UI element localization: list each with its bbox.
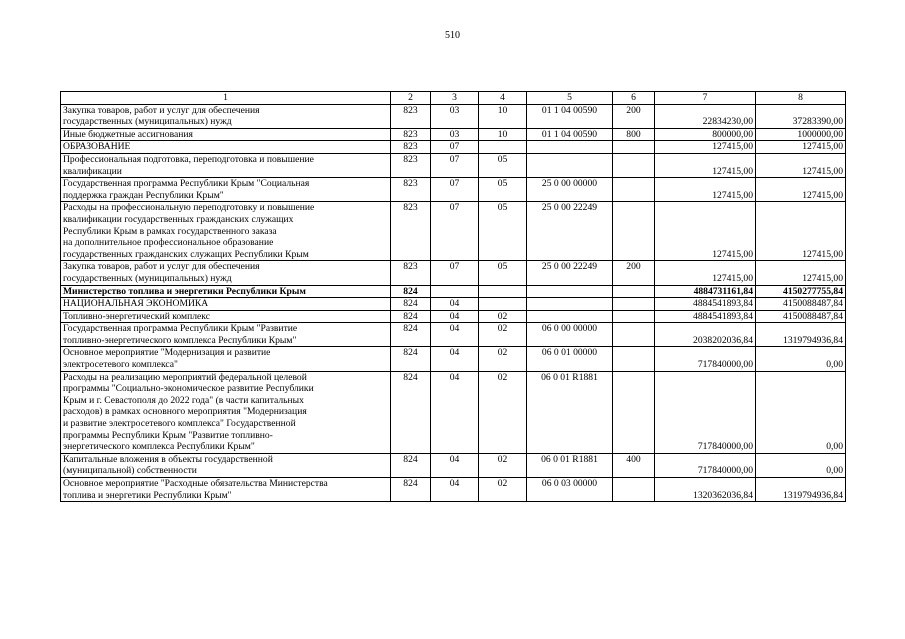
cell-item-name — [61, 323, 391, 347]
cell-amount-col7: 127415,00 — [655, 178, 756, 202]
item-name-line: Государственная программа Республики Крым "Социальная — [63, 178, 310, 190]
table-row — [61, 310, 846, 323]
cell-section — [431, 285, 479, 298]
header-cell: 7 — [655, 92, 756, 105]
cell-item-name — [61, 310, 391, 323]
cell-amount-col7: 717840000,00 — [655, 453, 756, 477]
item-name-line: электросетевого комплекса" — [63, 359, 178, 371]
header-cell: 1 — [61, 92, 391, 105]
cell-amount-col7: 127415,00 — [655, 202, 756, 261]
cell-item-name — [61, 261, 391, 285]
cell-ministry-code: 823 — [391, 261, 431, 285]
cell-expense-type — [613, 298, 655, 311]
cell-subsection — [479, 141, 527, 154]
table-row — [61, 347, 846, 371]
item-name-line: Закупка товаров, работ и услуг для обеспечения — [63, 104, 260, 116]
cell-target-article: 06 0 00 00000 — [527, 323, 613, 347]
table-row — [61, 128, 846, 141]
cell-item-name — [61, 285, 391, 298]
table-row — [61, 478, 846, 502]
cell-section: 04 — [431, 310, 479, 323]
cell-section: 07 — [431, 202, 479, 261]
cell-amount-col7: 4884541893,84 — [655, 298, 756, 311]
item-name-line: Государственная программа Республики Крым "Развитие — [63, 323, 298, 335]
header-cell: 3 — [431, 92, 479, 105]
item-name-line: Основное мероприятие "Модернизация и развитие — [63, 347, 271, 359]
cell-target-article: 06 0 01 00000 — [527, 347, 613, 371]
cell-section: 03 — [431, 104, 479, 128]
cell-amount-col8: 1000000,00 — [756, 128, 846, 141]
cell-expense-type — [613, 371, 655, 453]
table-row — [61, 285, 846, 298]
cell-amount-col7: 22834230,00 — [655, 104, 756, 128]
page-number: 510 — [445, 30, 460, 41]
table-row — [61, 453, 846, 477]
cell-target-article: 06 0 01 R1881 — [527, 371, 613, 453]
cell-amount-col8: 4150088487,84 — [756, 310, 846, 323]
cell-ministry-code: 823 — [391, 153, 431, 177]
cell-section: 04 — [431, 453, 479, 477]
cell-ministry-code: 824 — [391, 323, 431, 347]
cell-amount-col8: 4150088487,84 — [756, 298, 846, 311]
cell-section: 07 — [431, 261, 479, 285]
cell-expense-type — [613, 310, 655, 323]
cell-expense-type — [613, 178, 655, 202]
cell-expense-type: 400 — [613, 453, 655, 477]
item-name-line: Профессиональная подготовка, переподготовка и повышение — [63, 153, 314, 165]
cell-amount-col8: 4150277755,84 — [756, 285, 846, 298]
cell-amount-col7: 4884541893,84 — [655, 310, 756, 323]
cell-ministry-code: 824 — [391, 347, 431, 371]
cell-item-name — [61, 478, 391, 502]
cell-target-article: 25 0 00 00000 — [527, 178, 613, 202]
cell-ministry-code: 823 — [391, 128, 431, 141]
cell-amount-col8: 1319794936,84 — [756, 478, 846, 502]
cell-ministry-code: 824 — [391, 478, 431, 502]
item-name-line: Топливно-энергетический комплекс — [63, 310, 210, 322]
cell-section: 03 — [431, 128, 479, 141]
budget-table — [60, 91, 846, 502]
cell-amount-col7: 127415,00 — [655, 141, 756, 154]
cell-amount-col8: 127415,00 — [756, 261, 846, 285]
cell-subsection: 02 — [479, 478, 527, 502]
item-name-line: Министерство топлива и энергетики Республики Крым — [63, 285, 306, 297]
cell-subsection: 02 — [479, 453, 527, 477]
cell-subsection: 02 — [479, 347, 527, 371]
table-row — [61, 153, 846, 177]
cell-subsection: 02 — [479, 323, 527, 347]
cell-target-article — [527, 141, 613, 154]
cell-item-name — [61, 141, 391, 154]
item-name-line: государственных гражданских служащих Республики Крым — [63, 248, 309, 260]
cell-subsection: 10 — [479, 128, 527, 141]
cell-section: 07 — [431, 153, 479, 177]
table-row — [61, 141, 846, 154]
cell-amount-col8: 0,00 — [756, 453, 846, 477]
cell-amount-col7: 717840000,00 — [655, 347, 756, 371]
cell-target-article: 25 0 00 22249 — [527, 261, 613, 285]
table-row — [61, 323, 846, 347]
header-cell: 2 — [391, 92, 431, 105]
cell-amount-col7: 127415,00 — [655, 261, 756, 285]
cell-item-name — [61, 128, 391, 141]
cell-amount-col8: 127415,00 — [756, 153, 846, 177]
cell-expense-type: 200 — [613, 104, 655, 128]
cell-section: 04 — [431, 298, 479, 311]
item-name-line: топливно-энергетического комплекса Республики Крым" — [63, 334, 297, 346]
item-name-line: государственных (муниципальных) нужд — [63, 272, 232, 284]
cell-amount-col7: 4884731161,84 — [655, 285, 756, 298]
item-name-line: топлива и энергетики Республики Крым" — [63, 489, 232, 501]
cell-section: 04 — [431, 323, 479, 347]
cell-ministry-code: 823 — [391, 141, 431, 154]
item-name-line: квалификации — [63, 165, 122, 177]
item-name-line: Расходы на реализацию мероприятий федеральной целевой — [63, 371, 307, 383]
item-name-line: расходов) в рамках основного мероприятия "Модернизация — [63, 406, 307, 418]
item-name-line: государственных (муниципальных) нужд — [63, 116, 232, 128]
cell-expense-type — [613, 141, 655, 154]
cell-section: 04 — [431, 478, 479, 502]
cell-amount-col7: 127415,00 — [655, 153, 756, 177]
cell-target-article: 25 0 00 22249 — [527, 202, 613, 261]
item-name-line: Республики Крым в рамках государственного заказа — [63, 225, 277, 237]
table-row — [61, 298, 846, 311]
item-name-line: поддержка граждан Республики Крым" — [63, 189, 224, 201]
item-name-line: на дополнительное профессиональное образование — [63, 237, 274, 249]
cell-subsection — [479, 298, 527, 311]
cell-amount-col8: 37283390,00 — [756, 104, 846, 128]
table-row — [61, 104, 846, 128]
item-name-line: Закупка товаров, работ и услуг для обеспечения — [63, 261, 260, 273]
item-name-line: квалификации государственных гражданских служащих — [63, 213, 294, 225]
cell-expense-type — [613, 153, 655, 177]
cell-target-article: 01 1 04 00590 — [527, 104, 613, 128]
item-name-line: энергетического комплекса Республики Крым" — [63, 441, 255, 453]
cell-expense-type — [613, 323, 655, 347]
cell-ministry-code: 824 — [391, 453, 431, 477]
cell-item-name — [61, 347, 391, 371]
item-name-line: Основное мероприятие "Расходные обязательства Министерства — [63, 478, 328, 489]
cell-subsection — [479, 285, 527, 298]
cell-target-article — [527, 153, 613, 177]
cell-subsection: 02 — [479, 310, 527, 323]
item-name-line: программы "Социально-экономическое развитие Республики — [63, 383, 314, 395]
header-cell: 8 — [756, 92, 846, 105]
cell-section: 04 — [431, 371, 479, 453]
cell-item-name — [61, 153, 391, 177]
cell-item-name — [61, 371, 391, 453]
cell-target-article — [527, 285, 613, 298]
cell-section: 04 — [431, 347, 479, 371]
item-name-line: программы Республики Крым "Развитие топливно- — [63, 429, 273, 441]
table-row — [61, 261, 846, 285]
cell-ministry-code: 824 — [391, 298, 431, 311]
cell-target-article: 06 0 01 R1881 — [527, 453, 613, 477]
cell-amount-col7: 1320362036,84 — [655, 478, 756, 502]
cell-ministry-code: 824 — [391, 285, 431, 298]
cell-section: 07 — [431, 178, 479, 202]
cell-ministry-code: 824 — [391, 310, 431, 323]
cell-amount-col7: 800000,00 — [655, 128, 756, 141]
cell-expense-type: 200 — [613, 261, 655, 285]
cell-amount-col8: 127415,00 — [756, 178, 846, 202]
cell-subsection: 05 — [479, 261, 527, 285]
cell-target-article: 01 1 04 00590 — [527, 128, 613, 141]
cell-section: 07 — [431, 141, 479, 154]
cell-ministry-code: 823 — [391, 104, 431, 128]
cell-amount-col8: 1319794936,84 — [756, 323, 846, 347]
table-row — [61, 178, 846, 202]
cell-subsection: 02 — [479, 371, 527, 453]
cell-item-name — [61, 104, 391, 128]
cell-amount-col7: 2038202036,84 — [655, 323, 756, 347]
cell-target-article — [527, 310, 613, 323]
cell-ministry-code: 823 — [391, 178, 431, 202]
header-cell: 4 — [479, 92, 527, 105]
header-cell: 6 — [613, 92, 655, 105]
cell-expense-type — [613, 285, 655, 298]
table-row — [61, 371, 846, 453]
item-name-line: и развитие электросетевого комплекса" Государственной — [63, 418, 296, 430]
header-cell: 5 — [527, 92, 613, 105]
item-name-line: (муниципальной) собственности — [63, 465, 197, 477]
cell-item-name — [61, 202, 391, 261]
cell-amount-col8: 0,00 — [756, 347, 846, 371]
cell-amount-col8: 0,00 — [756, 371, 846, 453]
cell-ministry-code: 823 — [391, 202, 431, 261]
cell-subsection: 05 — [479, 202, 527, 261]
cell-expense-type — [613, 347, 655, 371]
cell-item-name — [61, 453, 391, 477]
item-name-line: Расходы на профессиональную переподготовку и повышение — [63, 202, 315, 214]
cell-item-name — [61, 298, 391, 311]
item-name-line: НАЦИОНАЛЬНАЯ ЭКОНОМИКА — [63, 298, 209, 310]
cell-target-article: 06 0 03 00000 — [527, 478, 613, 502]
item-name-line: Крым и г. Севастополя до 2022 года" (в части капитальных — [63, 394, 304, 406]
cell-expense-type — [613, 202, 655, 261]
cell-amount-col8: 127415,00 — [756, 141, 846, 154]
cell-amount-col8: 127415,00 — [756, 202, 846, 261]
item-name-line: Капитальные вложения в объекты государственной — [63, 453, 273, 465]
item-name-line: ОБРАЗОВАНИЕ — [63, 141, 131, 153]
cell-ministry-code: 824 — [391, 371, 431, 453]
cell-expense-type — [613, 478, 655, 502]
cell-expense-type: 800 — [613, 128, 655, 141]
cell-subsection: 05 — [479, 178, 527, 202]
table-row — [61, 202, 846, 261]
header-row — [61, 92, 846, 105]
cell-subsection: 05 — [479, 153, 527, 177]
cell-item-name — [61, 178, 391, 202]
cell-subsection: 10 — [479, 104, 527, 128]
cell-target-article — [527, 298, 613, 311]
item-name-line: Иные бюджетные ассигнования — [63, 128, 193, 140]
cell-amount-col7: 717840000,00 — [655, 371, 756, 453]
